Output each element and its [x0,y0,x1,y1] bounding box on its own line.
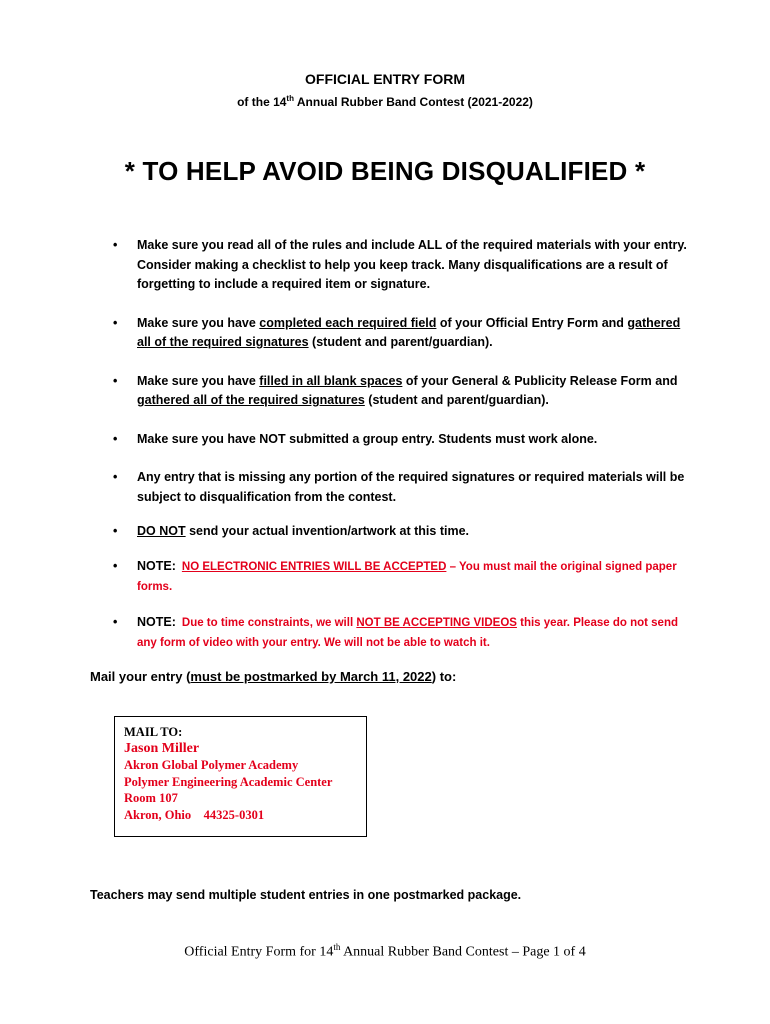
bullet-dot: • [113,614,118,629]
list-item [113,613,693,654]
page-footer [0,942,770,961]
footer-sup: th [333,942,341,952]
underlined-text: completed each required field [259,315,437,330]
list-item [113,468,693,507]
list-item [113,372,693,411]
recipient-name: Jason Miller [124,740,200,756]
subtitle-pre: of the 14 [237,95,287,109]
address-line: Akron Global Polymer Academy [124,758,299,772]
bullet-text: Make sure you have NOT submitted a group entry. Students must work alone. [137,431,598,446]
bullet-text: Make sure you have [137,373,260,388]
list-item [113,314,693,353]
form-subtitle [0,94,770,109]
bullet-dot: • [113,524,118,538]
red-underlined-text: NO ELECTRONIC ENTRIES WILL BE ACCEPTED [181,560,447,573]
bullet-dot: • [113,470,118,484]
note-label: NOTE: [137,558,176,573]
bullet-dot: • [113,431,118,446]
address-line: Room 107 [124,791,178,805]
postmark-deadline: must be postmarked by March 11, 2022 [190,669,432,684]
mail-pre: Mail your entry ( [90,669,191,684]
form-title: OFFICIAL ENTRY FORM [305,71,465,87]
disqualify-headline: * TO HELP AVOID BEING DISQUALIFIED * [124,156,646,186]
list-item [113,522,693,542]
underlined-text: filled in all blank spaces [259,373,403,388]
instruction-list [113,236,693,654]
bullet-text: (student and parent/guardian). [364,393,549,407]
note-label: NOTE: [137,614,176,629]
underlined-text: gathered all of the required signatures [137,393,365,407]
bullet-text: Make sure you read all of the rules and include ALL of the required materials with your entry. Consider making a checklist to help you keep track. Many disqualifications are a result of forgetting to include a required item or signature. [137,238,687,291]
address-line: Akron, Ohio 44325-0301 [124,807,265,822]
footer-post: Annual Rubber Band Contest – Page 1 of 4 [340,944,586,960]
bullet-text: (student and parent/guardian). [308,335,493,349]
address-line: Polymer Engineering Academic Center [124,774,333,789]
subtitle-sup: th [286,94,294,103]
bullet-dot: • [113,558,118,573]
footer-pre: Official Entry Form for 14 [184,944,334,960]
teachers-note: Teachers may send multiple student entries in one postmarked package. [90,888,522,902]
list-item [113,236,693,295]
bullet-dot: • [113,238,118,252]
bullet-text: send your actual invention/artwork at this time. [185,524,470,538]
mail-instruction [90,669,456,684]
subtitle-post: Annual Rubber Band Contest (2021-2022) [293,95,533,109]
bullet-dot: • [113,373,118,388]
bullet-dot: • [113,315,118,330]
red-text: – You must mail the original signed paper forms. [137,560,677,593]
red-text: Due to time constraints, we will [181,616,357,629]
red-underlined-text: NOT BE ACCEPTING VIDEOS [356,616,517,629]
underlined-text: gathered all of the required signatures [137,315,681,349]
red-text: this year. Please do not send any form of video with your entry. We will not be able to watch it. [137,616,678,649]
bullet-text: of your Official Entry Form and [436,315,628,330]
mail-post: ) to: [431,669,457,684]
mail-to-label: MAIL TO: [124,725,183,739]
list-item [113,557,693,598]
mailing-address-box [114,716,367,837]
list-item [113,430,693,450]
underlined-text: DO NOT [137,524,186,538]
bullet-text: Make sure you have [137,315,260,330]
bullet-text: Any entry that is missing any portion of the required signatures or required materials will be subject to disqualification from the contest. [137,470,685,504]
bullet-text: of your General & Publicity Release Form and [402,373,678,388]
